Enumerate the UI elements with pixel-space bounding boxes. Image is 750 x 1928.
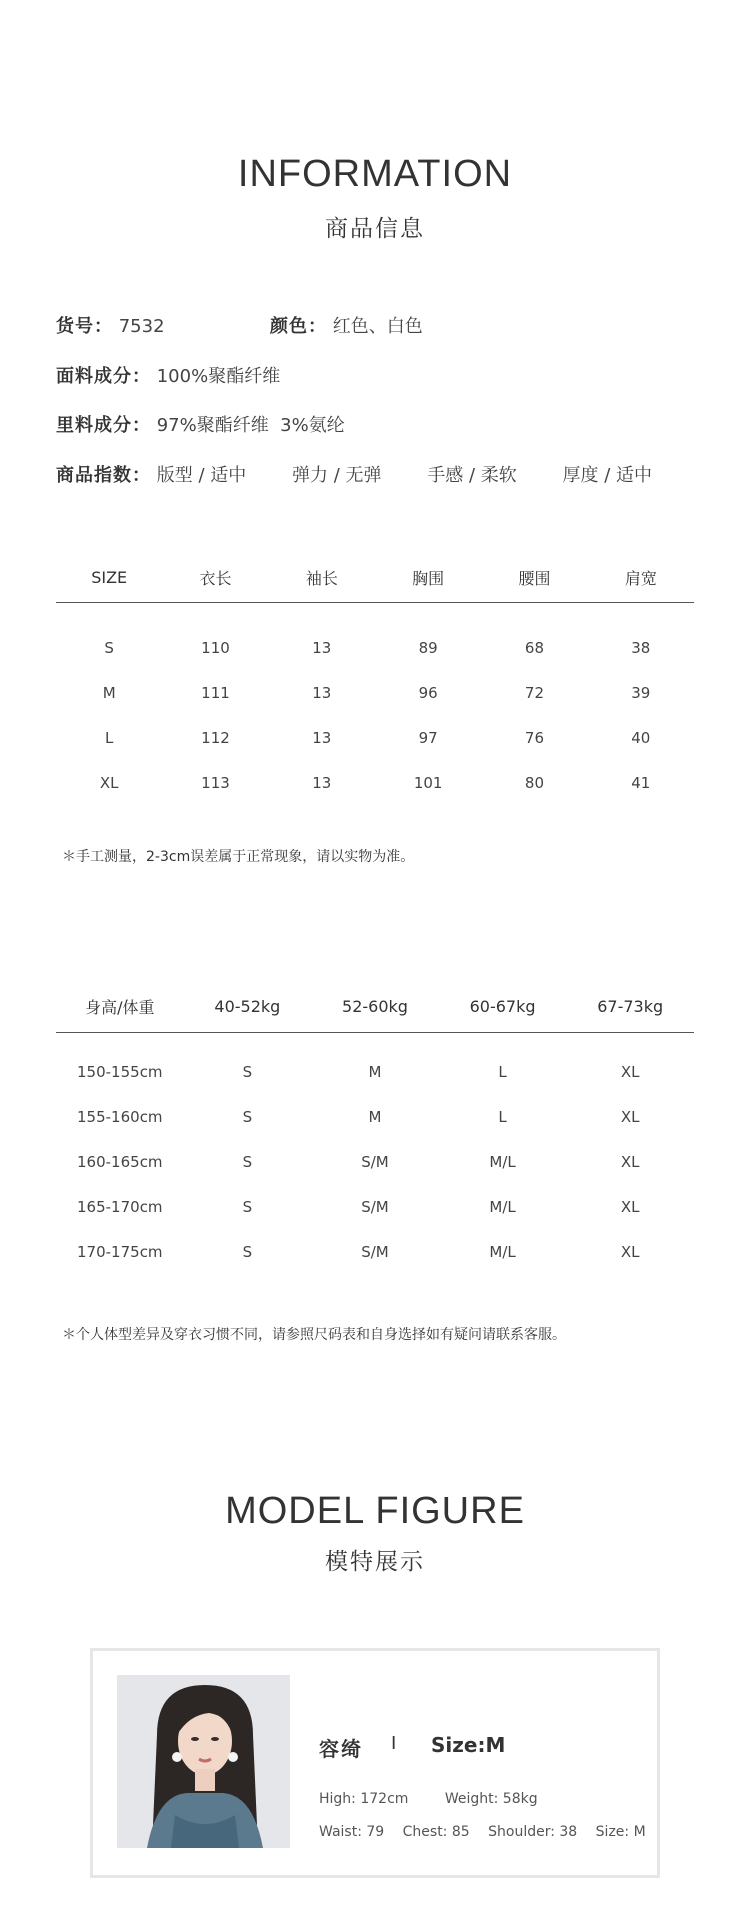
table-cell: 155-160cm bbox=[77, 1107, 163, 1126]
header-weight-range: 52-60kg bbox=[342, 996, 408, 1016]
model-chest: Chest: 85 bbox=[402, 1824, 470, 1840]
table-cell: M bbox=[102, 683, 116, 702]
table-cell: L bbox=[104, 728, 114, 747]
table-cell: 13 bbox=[312, 683, 332, 702]
table-row bbox=[56, 603, 694, 671]
table-cell: S bbox=[242, 1197, 253, 1216]
item-number-row bbox=[56, 312, 165, 338]
table-cell: S bbox=[242, 1062, 253, 1081]
table-cell: S/M bbox=[361, 1197, 389, 1216]
index-label: 商品指数： bbox=[56, 465, 151, 486]
model-waist: Waist: 79 bbox=[319, 1824, 385, 1840]
table-cell: M/L bbox=[489, 1152, 516, 1171]
table-row bbox=[56, 1094, 694, 1139]
table-cell: 170-175cm bbox=[77, 1242, 163, 1261]
header-waist: 腰围 bbox=[518, 568, 551, 588]
model-size: Size: M bbox=[595, 1824, 646, 1840]
model-weight: Weight: 58kg bbox=[444, 1791, 538, 1807]
model-shoulder: Shoulder: 38 bbox=[488, 1824, 578, 1840]
table-cell: S bbox=[242, 1152, 253, 1171]
table-cell: 112 bbox=[201, 728, 230, 747]
table-row bbox=[56, 1229, 694, 1274]
table-cell: M bbox=[368, 1062, 382, 1081]
model-portrait-illustration bbox=[117, 1675, 290, 1848]
color-row bbox=[270, 312, 423, 338]
color-value: 红色、白色 bbox=[332, 316, 423, 337]
header-weight-range: 40-52kg bbox=[214, 996, 281, 1016]
table-cell: 13 bbox=[312, 638, 332, 657]
item-number-label: 货号： bbox=[56, 316, 113, 337]
model-photo bbox=[117, 1675, 290, 1848]
table-cell: 96 bbox=[418, 683, 438, 702]
index-feel: 手感 / 柔软 bbox=[427, 465, 517, 486]
table-cell: 39 bbox=[631, 683, 651, 702]
lining-value: 97%聚酯纤维 3%氨纶 bbox=[156, 415, 345, 436]
table-cell: L bbox=[498, 1107, 507, 1126]
table-cell: 111 bbox=[201, 683, 230, 702]
header-weight-range: 60-67kg bbox=[469, 996, 536, 1016]
header-weight-range: 67-73kg bbox=[597, 996, 664, 1016]
table-cell: M/L bbox=[489, 1197, 516, 1216]
item-number-value: 7532 bbox=[118, 316, 165, 337]
header-bust: 胸围 bbox=[412, 568, 445, 588]
lining-row bbox=[56, 411, 345, 437]
index-row bbox=[56, 461, 652, 487]
fit-table bbox=[56, 980, 694, 1274]
table-cell: 41 bbox=[631, 773, 651, 792]
index-thickness: 厚度 / 适中 bbox=[562, 465, 652, 486]
measurement-note: ＊手工测量，2-3cm误差属于正常现象，请以实物为准。 bbox=[62, 849, 415, 865]
table-cell: 150-155cm bbox=[77, 1062, 163, 1081]
table-cell: S bbox=[242, 1242, 253, 1261]
information-title: INFORMATION bbox=[237, 153, 513, 195]
information-subtitle: 商品信息 bbox=[325, 216, 425, 242]
header-sleeve: 袖长 bbox=[305, 568, 338, 588]
model-height: High: 172cm bbox=[319, 1791, 409, 1807]
table-cell: M bbox=[368, 1107, 382, 1126]
table-cell: 13 bbox=[312, 728, 332, 747]
table-cell: 97 bbox=[418, 728, 438, 747]
header-length: 衣长 bbox=[199, 568, 232, 588]
table-cell: XL bbox=[620, 1152, 640, 1171]
table-cell: M/L bbox=[489, 1242, 516, 1261]
table-cell: 38 bbox=[631, 638, 651, 657]
index-fit: 版型 / 适中 bbox=[156, 465, 247, 486]
fit-table-header bbox=[56, 980, 694, 1033]
model-figure-subtitle: 模特展示 bbox=[325, 1549, 425, 1575]
model-separator: I bbox=[391, 1733, 397, 1754]
size-table-header bbox=[56, 552, 694, 603]
table-cell: 101 bbox=[413, 773, 443, 792]
table-row bbox=[56, 715, 694, 760]
table-cell: S bbox=[242, 1107, 253, 1126]
table-cell: 89 bbox=[418, 638, 438, 657]
header-height-weight: 身高/体重 bbox=[85, 997, 155, 1017]
lining-label: 里料成分： bbox=[56, 415, 151, 436]
table-cell: XL bbox=[620, 1062, 640, 1081]
table-cell: 113 bbox=[201, 773, 230, 792]
table-cell: 76 bbox=[524, 728, 545, 747]
table-cell: 80 bbox=[524, 773, 545, 792]
color-label: 颜色： bbox=[270, 316, 327, 337]
table-cell: XL bbox=[99, 773, 119, 792]
model-stats-row1 bbox=[319, 1791, 570, 1807]
table-cell: 40 bbox=[631, 728, 651, 747]
table-cell: L bbox=[498, 1062, 507, 1081]
table-cell: 160-165cm bbox=[77, 1152, 163, 1171]
table-cell: 68 bbox=[524, 638, 545, 657]
fabric-label: 面料成分： bbox=[56, 366, 151, 387]
table-row bbox=[56, 1033, 694, 1095]
fabric-value: 100%聚酯纤维 bbox=[156, 366, 281, 387]
table-cell: 13 bbox=[312, 773, 332, 792]
model-name: 容绮 bbox=[319, 1737, 363, 1761]
table-cell: XL bbox=[620, 1197, 640, 1216]
model-size-heading: Size:M bbox=[431, 1733, 506, 1757]
table-cell: 165-170cm bbox=[77, 1197, 163, 1216]
table-cell: XL bbox=[620, 1242, 640, 1261]
model-figure-title: MODEL FIGURE bbox=[225, 1490, 525, 1532]
table-cell: S/M bbox=[361, 1242, 389, 1261]
header-size: SIZE bbox=[91, 567, 128, 587]
table-cell: S bbox=[104, 638, 114, 657]
header-shoulder: 肩宽 bbox=[624, 568, 657, 588]
fabric-row bbox=[56, 362, 280, 388]
size-table bbox=[56, 552, 694, 805]
table-cell: S/M bbox=[361, 1152, 389, 1171]
model-stats-row2 bbox=[319, 1824, 660, 1840]
fit-note: ＊个人体型差异及穿衣习惯不同，请参照尺码表和自身选择如有疑问请联系客服。 bbox=[62, 1327, 566, 1343]
model-card bbox=[90, 1648, 660, 1878]
table-cell: XL bbox=[620, 1107, 640, 1126]
table-cell: 110 bbox=[201, 638, 230, 657]
table-row bbox=[56, 1184, 694, 1229]
table-row bbox=[56, 760, 694, 805]
table-row bbox=[56, 670, 694, 715]
index-elasticity: 弹力 / 无弹 bbox=[291, 465, 382, 486]
table-row bbox=[56, 1139, 694, 1184]
table-cell: 72 bbox=[524, 683, 545, 702]
